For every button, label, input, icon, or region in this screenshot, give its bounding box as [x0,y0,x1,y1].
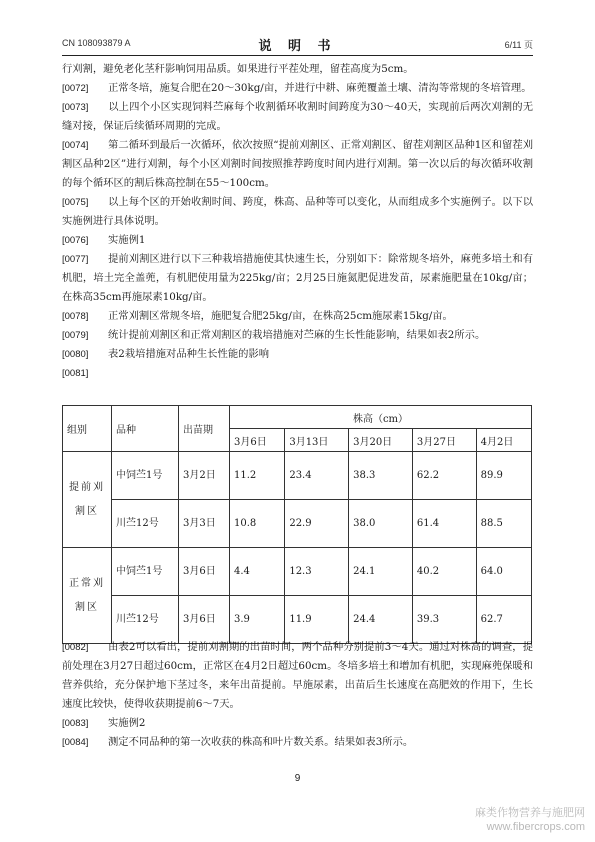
paragraph-number: [0081] [62,368,89,379]
paragraph-number: [0076] [62,235,89,246]
variety-cell: 川苎12号 [112,596,179,644]
height-cell: 23.4 [285,452,349,500]
header-group: 组别 [63,406,112,452]
paragraph-text: 测定不同品种的第一次收获的株高和叶片数关系。结果如表3所示。 [108,736,414,748]
header-date: 3月27日 [412,429,476,452]
height-cell: 11.2 [230,452,285,500]
paragraph [62,345,533,364]
table-2 [62,405,532,644]
paragraph [62,733,533,752]
height-cell: 61.4 [412,500,476,548]
paragraph-text: 由表2可以看出，提前刈割期的出苗时间，两个品种分别提前3～4天。通过对株高的调查，提前处理在3月27日超过60cm，正常区在4月2日超过60cm。冬培多培土和增加有机肥，实现麻蔸保暖和营养供给，充分保护地下茎过冬，来年出苗提前。早施尿素，出苗后生长速度在高肥效的作用下，生长速度比较快，使得收获期提前6～7天。 [62,641,534,710]
header-variety: 品种 [112,406,179,452]
height-cell: 22.9 [285,500,349,548]
paragraph-text: 正常刈割区常规冬培，施肥复合肥25kg/亩，在株高25cm施尿素15kg/亩。 [108,310,453,322]
height-cell: 11.9 [285,596,349,644]
height-cell: 38.0 [349,500,413,548]
paragraph-text: 提前刈割区进行以下三种栽培措施使其快速生长，分别如下：除常规冬培外，麻蔸多培土和有机肥，培土完全盖蔸，有机肥使用量为225kg/亩；2月25日施氮肥促进发苗，尿素施肥量在10kg/亩；在株高35cm再施尿素10kg/亩。 [62,253,533,303]
sowing-cell: 3月3日 [179,500,230,548]
height-cell: 62.7 [476,596,531,644]
paragraph-number: [0077] [62,254,89,265]
section-title: 说 明 书 [258,39,337,54]
paragraph-number: [0079] [62,330,89,341]
body-text-bottom [62,638,533,752]
paragraph-number: [0084] [62,737,89,748]
paragraph-text: 正常冬培，施复合肥在20～30kg/亩，并进行中耕、麻蔸覆盖土壤、清沟等常规的冬培管理。 [108,82,532,94]
height-cell: 24.1 [349,548,413,596]
height-cell: 24.4 [349,596,413,644]
page-header [62,36,533,52]
group-cell: 提前刈割区 [63,452,112,548]
paragraph [62,326,533,345]
paragraph-number: [0074] [62,140,89,151]
paragraph-number: [0083] [62,718,89,729]
group-cell: 正常刈割区 [63,548,112,644]
sowing-cell: 3月6日 [179,548,230,596]
paragraph [62,638,533,714]
paragraph [62,250,533,307]
paragraph [62,231,533,250]
paragraph-number: [0075] [62,197,89,208]
header-date: 3月20日 [349,429,413,452]
paragraph-text: 统计提前刈割区和正常刈割区的栽培措施对苎麻的生长性能影响，结果如表2所示。 [108,329,486,341]
paragraph-number: [0073] [62,102,89,113]
height-cell: 10.8 [230,500,285,548]
sowing-cell: 3月2日 [179,452,230,500]
paragraph [62,307,533,326]
paragraph [62,98,533,136]
height-cell: 39.3 [412,596,476,644]
variety-cell: 中饲苎1号 [112,548,179,596]
publication-number: CN 108093879 A [62,38,131,48]
paragraph-text: 实施例2 [108,717,146,729]
page-reference: 6/11 页 [504,40,533,50]
table-row [63,548,532,596]
header-date: 3月13日 [285,429,349,452]
paragraph-number: [0082] [62,642,89,653]
height-cell: 3.9 [230,596,285,644]
paragraph-number: [0078] [62,311,89,322]
watermark-url: www.fibercrops.com [486,821,585,833]
header-height: 株高（cm） [230,406,532,429]
paragraph-text: 实施例1 [108,234,146,246]
variety-cell: 川苎12号 [112,500,179,548]
variety-cell: 中饲苎1号 [112,452,179,500]
paragraph-number: [0080] [62,349,89,360]
paragraph [62,193,533,231]
table-row [63,500,532,548]
paragraph-text: 以上四个小区实现饲料苎麻每个收割循环收割时间跨度为30～40天，实现前后两次刈割的无缝对接，保证后续循环周期的完成。 [62,101,533,132]
height-cell: 62.2 [412,452,476,500]
watermark-site-name: 麻类作物营养与施肥网 [475,807,585,819]
height-cell: 12.3 [285,548,349,596]
height-cell: 38.3 [349,452,413,500]
header-date: 4月2日 [476,429,531,452]
height-cell: 4.4 [230,548,285,596]
table-row [63,596,532,644]
paragraph-number: [0072] [62,83,89,94]
header-sowing: 出苗期 [179,406,230,452]
height-cell: 64.0 [476,548,531,596]
watermark [475,806,585,834]
growth-table [62,405,532,644]
paragraph-text: 第二循环到最后一次循环，依次按照“提前刈割区、正常刈割区、留茬刈割区品种1区和留茬刈割区品种2区”进行刈割，每个小区刈割时间按照推荐跨度时间内进行刈割。第一次以后的每次循环收割的每个循环区的割后株高控制在55～100cm。 [62,139,533,189]
paragraph-text: 以上每个区的开始收割时间、跨度，株高、品种等可以变化，从而组成多个实施例子。以下以实施例进行具体说明。 [62,196,533,227]
header-date: 3月6日 [230,429,285,452]
paragraph [62,364,533,383]
paragraph [62,79,533,98]
paragraph [62,60,533,79]
paragraph-text: 行刈割，避免老化茎秆影响饲用品质。如果进行平茬处理，留茬高度为5cm。 [62,63,414,75]
header-rule [62,55,533,56]
body-text-top [62,60,533,383]
height-cell: 89.9 [476,452,531,500]
height-cell: 40.2 [412,548,476,596]
paragraph [62,714,533,733]
height-cell: 88.5 [476,500,531,548]
paragraph-text: 表2栽培措施对品种生长性能的影响 [108,348,270,360]
sowing-cell: 3月6日 [179,596,230,644]
table-row [63,452,532,500]
paragraph [62,136,533,193]
page-number: 9 [294,773,301,784]
